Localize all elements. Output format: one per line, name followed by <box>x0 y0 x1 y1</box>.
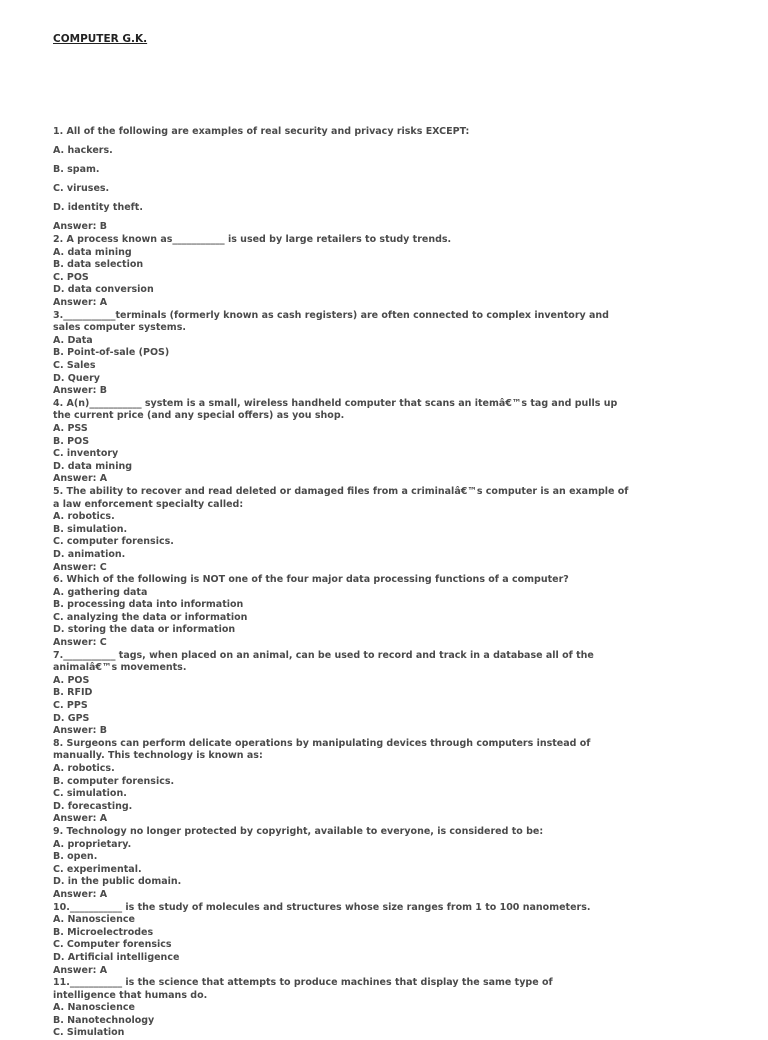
option: D. in the public domain. <box>53 876 182 888</box>
answer: Answer: A <box>53 813 108 825</box>
option: D. Artificial intelligence <box>53 951 180 963</box>
question-text: 1. All of the following are examples of real security and privacy risks EXCEPT: <box>53 126 470 137</box>
option: C. computer forensics. <box>53 536 174 548</box>
option: C. Computer forensics <box>53 939 172 951</box>
option: B. Microelectrodes <box>53 926 154 938</box>
question-text: 2. A process known as___________ is used by large retailers to study trends. <box>53 234 452 246</box>
question-9 <box>53 826 753 902</box>
option: D. data mining <box>53 460 133 472</box>
option: D. animation. <box>53 548 126 560</box>
option: B. Nanotechnology <box>53 1014 155 1026</box>
question-5 <box>53 486 753 574</box>
question-text: 8. Surgeons can perform delicate operations by manipulating devices through computers instead of manually. This technology is known as: <box>53 737 591 762</box>
question-text: 5. The ability to recover and read deleted or damaged files from a criminalâ€™s computer is an example of a law enforcement specialty called: <box>53 485 629 510</box>
option: A. Nanoscience <box>53 914 135 926</box>
document-page <box>53 33 753 1040</box>
option: B. simulation. <box>53 523 128 535</box>
answer: Answer: A <box>53 888 108 900</box>
answer: Answer: B <box>53 725 108 737</box>
option: A. robotics. <box>53 511 115 523</box>
question-text: 7.___________ tags, when placed on an animal, can be used to record and track in a database all of the animalâ€™s movements. <box>53 649 594 674</box>
option: D. Query <box>53 372 100 384</box>
option: A. data mining <box>53 246 132 258</box>
question-text: 6. Which of the following is NOT one of the four major data processing functions of a computer? <box>53 574 569 586</box>
answer: Answer: A <box>53 473 108 485</box>
option: A. gathering data <box>53 586 148 598</box>
option: D. identity theft. <box>53 202 143 214</box>
option: D. GPS <box>53 712 90 724</box>
option: A. proprietary. <box>53 838 132 850</box>
answer: Answer: A <box>53 964 108 976</box>
option: C. Simulation <box>53 1027 125 1039</box>
question-3 <box>53 310 753 398</box>
question-4 <box>53 398 753 486</box>
option: A. Data <box>53 334 93 346</box>
option: B. open. <box>53 851 98 863</box>
option: A. Nanoscience <box>53 1002 135 1014</box>
answer: Answer: B <box>53 221 108 233</box>
question-11 <box>53 977 753 1040</box>
option: C. POS <box>53 271 89 283</box>
question-10 <box>53 902 753 978</box>
option: C. simulation. <box>53 788 127 800</box>
option: C. Sales <box>53 360 96 371</box>
answer: Answer: A <box>53 297 108 309</box>
option: B. computer forensics. <box>53 775 175 787</box>
question-8 <box>53 738 753 826</box>
question-text: 3.___________terminals (formerly known as cash registers) are often connected to complex inventory and sales computer systems. <box>53 309 609 334</box>
option: A. robotics. <box>53 763 115 774</box>
answer: Answer: C <box>53 561 107 573</box>
option: C. analyzing the data or information <box>53 611 248 623</box>
option: B. Point-of-sale (POS) <box>53 347 170 359</box>
option: A. PSS <box>53 422 88 434</box>
question-text: 4. A(n)___________ system is a small, wireless handheld computer that scans an itemâ€™s tag and pulls up the current price (and any special offers) as you shop. <box>53 397 618 422</box>
option: B. data selection <box>53 259 144 271</box>
option: C. PPS <box>53 700 88 712</box>
question-text: 9. Technology no longer protected by copyright, available to everyone, is considered to be: <box>53 825 544 837</box>
document-title: COMPUTER G.K. <box>53 33 148 45</box>
option: A. hackers. <box>53 145 113 157</box>
option: B. processing data into information <box>53 599 244 611</box>
option: A. POS <box>53 674 90 686</box>
answer: Answer: B <box>53 385 108 397</box>
question-7 <box>53 650 753 738</box>
option: C. experimental. <box>53 863 142 875</box>
option: B. POS <box>53 435 90 447</box>
answer: Answer: C <box>53 637 107 649</box>
question-1 <box>53 126 753 234</box>
option: C. inventory <box>53 448 119 460</box>
question-text: 11.___________ is the science that attempts to produce machines that display the same type of intelligence that humans do. <box>53 977 553 1001</box>
question-text: 10.___________ is the study of molecules and structures whose size ranges from 1 to 100 nanometers. <box>53 901 591 913</box>
question-6 <box>53 574 753 650</box>
option: D. forecasting. <box>53 800 133 812</box>
option: D. storing the data or information <box>53 624 236 636</box>
question-2 <box>53 234 753 310</box>
option: B. RFID <box>53 687 93 699</box>
option: D. data conversion <box>53 284 154 296</box>
option: C. viruses. <box>53 183 110 195</box>
option: B. spam. <box>53 164 100 176</box>
